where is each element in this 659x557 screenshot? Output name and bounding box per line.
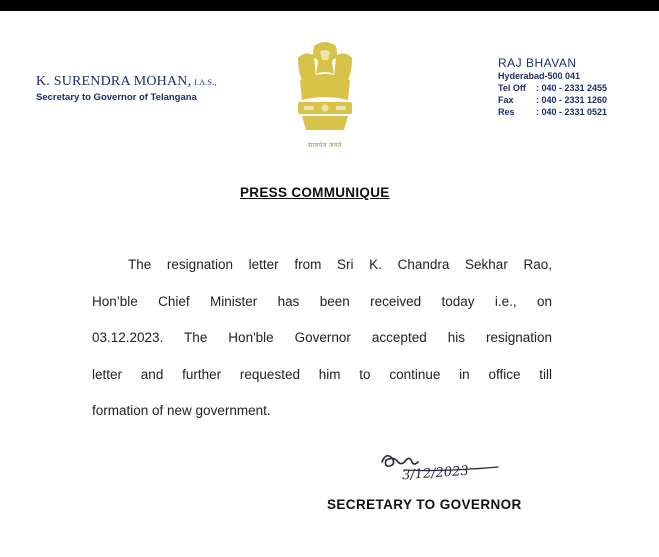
sender-block [36,74,217,103]
signature-date: 3/12/2023 [401,463,470,484]
office-title: RAJ BHAVAN [498,56,577,70]
body-line: letter and further requested him to continue in office till [92,366,552,382]
signatory-title: SECRETARY TO GOVERNOR [327,497,522,512]
body-line: The resignation letter from Sri K. Chandra Sekhar Rao, [128,257,552,272]
contact-value: : 040 - 2331 2455 [536,83,608,93]
contact-label: Fax [498,95,514,105]
contact-value: : 040 - 2331 1260 [536,95,608,105]
emblem-motto: सत्यमेव जयते [308,143,342,149]
communique-body [92,247,552,430]
contact-row [498,106,607,118]
contact-row [498,82,607,94]
body-line: formation of new government. [92,403,271,418]
body-line: 03.12.2023. The Hon'ble Governor accepted his resignation [92,330,552,345]
sender-post: I.A.S., [194,78,217,87]
contact-value: : 040 - 2331 0521 [536,107,608,117]
contact-row [498,94,607,106]
top-bar [0,0,659,11]
sender-name [36,74,217,90]
office-city: Hyderabad-500 041 [498,71,581,81]
state-emblem-icon [290,38,360,154]
contact-label: Tel Off [498,83,526,93]
sender-name-text: K. SURENDRA MOHAN, [36,74,192,89]
body-line: Hon’ble Chief Minister has been received today i.e., on [92,293,552,309]
document-heading: PRESS COMMUNIQUE [240,185,390,200]
office-address [498,57,607,118]
sender-title: Secretary to Governor of Telangana [36,92,197,103]
contact-label: Res [498,107,515,117]
